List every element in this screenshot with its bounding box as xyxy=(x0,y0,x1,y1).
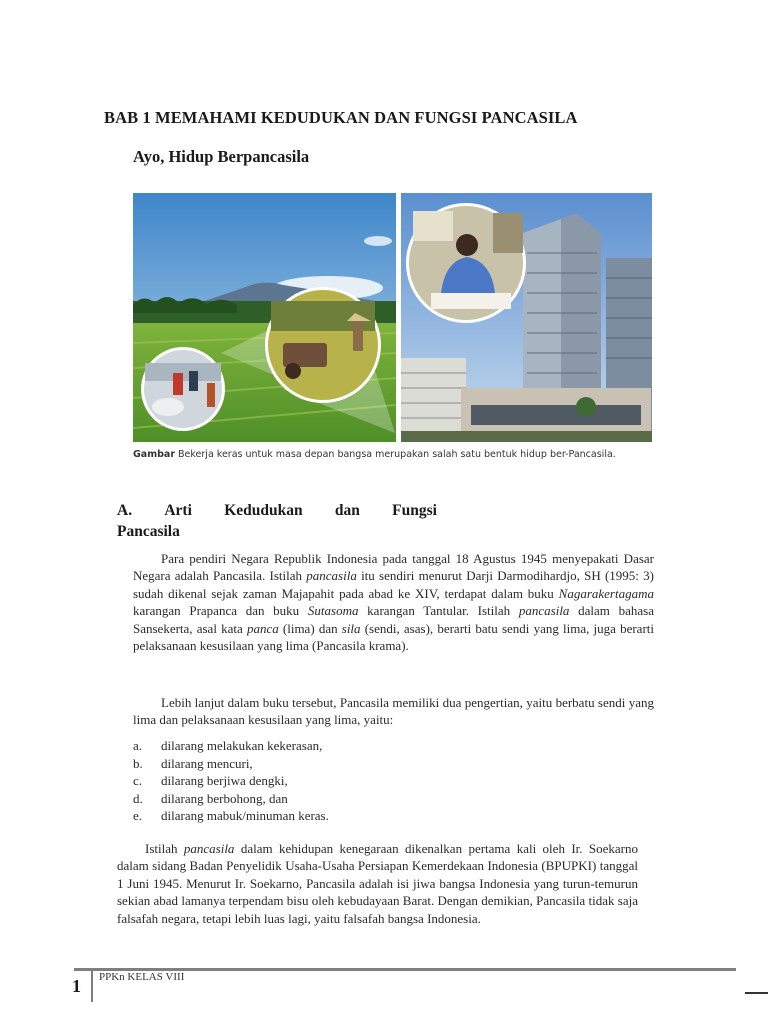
list-marker: b. xyxy=(133,755,143,771)
list-marker: c. xyxy=(133,773,143,788)
section-word: dan xyxy=(334,502,360,519)
text-run: dalam kehidupan kenegaraan dikenalkan pertama kali oleh Ir. Soekarno dalam sidang Badan Penyelidik Usaha-Usaha Persiapan Kemerdekaan Indonesia (BPUPKI) tanggal 1 Juni 1945. Menurut Ir. Soekarno, Pancasila adalah isi jiwa bangsa Indonesia yang turun-temurun sekian abad lamanya terpendam bisu oleh kebudayaan Barat. Dengan demikian, Pancasila tidak saja falsafah negara, tetapi lebih luas lagi, yaitu falsafah bangsa Indonesia. xyxy=(117,841,638,926)
section-word: Fungsi xyxy=(392,502,437,519)
figure-caption xyxy=(133,447,653,463)
footer-course-label: PPKn KELAS VIII xyxy=(99,971,185,983)
paragraph-soekarno xyxy=(117,840,638,927)
paragraph-pengertian: Lebih lanjut dalam buku tersebut, Pancasila memiliki dua pengertian, yaitu berbatu sendi yang lima dan pelaksanaan kesusilaan yang lima, yaitu: xyxy=(133,695,654,728)
italic-term: Nagarakertagama xyxy=(558,585,654,601)
list-item xyxy=(133,790,653,808)
text-run: (sendi, asas), berarti batu sendi yang lima, juga berarti pelaksanaan kesusilaan yang lima (Pancasila krama). xyxy=(133,620,654,654)
caption-text: Bekerja keras untuk masa depan bangsa merupakan salah satu bentuk hidup ber-Pancasila. xyxy=(175,449,616,460)
prohibition-list xyxy=(133,737,653,825)
footer-vertical-divider xyxy=(91,970,93,1002)
text-run: itu sendiri menurut Darji Darmodihardjo, SH (1995: 3) sudah dikenal sejak zaman Majapahit pada abad ke XIV, terdapat dalam buku xyxy=(133,568,654,601)
list-marker: a. xyxy=(133,738,143,753)
section-word: Arti xyxy=(164,502,192,519)
text-run: (lima) dan xyxy=(278,620,342,636)
italic-term: sila xyxy=(341,620,361,636)
text-run: Istilah xyxy=(145,841,184,856)
list-item xyxy=(133,755,653,773)
list-text: dilarang mabuk/minuman keras. xyxy=(161,808,329,823)
italic-term: pancasila xyxy=(518,603,570,619)
section-word: Kedudukan xyxy=(224,502,303,519)
text-run: karangan Tantular. Istilah xyxy=(358,603,519,619)
corner-mark xyxy=(745,992,768,994)
paragraph-arti-pancasila xyxy=(133,550,654,654)
list-item xyxy=(133,737,653,755)
farming-photo xyxy=(133,193,396,442)
italic-term: Sutasoma xyxy=(307,603,359,619)
office-building-photo xyxy=(401,193,652,442)
section-number: A. xyxy=(117,502,133,519)
text-run: karangan Prapanca dan buku xyxy=(133,603,308,619)
list-item xyxy=(133,807,653,825)
sub-title: Ayo, Hidup Berpancasila xyxy=(133,147,310,166)
list-text: dilarang berbohong, dan xyxy=(161,790,288,806)
list-text: dilarang berjiwa dengki, xyxy=(161,773,288,788)
italic-term: pancasila xyxy=(306,568,357,584)
list-marker: d. xyxy=(133,790,143,806)
page-number: 1 xyxy=(72,976,81,996)
italic-term: panca xyxy=(246,620,279,636)
list-marker: e. xyxy=(133,808,143,823)
list-text: dilarang melakukan kekerasan, xyxy=(161,738,323,753)
chapter-title: BAB 1 MEMAHAMI KEDUDUKAN DAN FUNGSI PANCASILA xyxy=(104,108,578,127)
section-heading xyxy=(117,500,437,542)
text-run: dalam bahasa Sansekerta, asal kata xyxy=(133,603,654,636)
list-text: dilarang mencuri, xyxy=(161,755,253,771)
section-heading-line2: Pancasila xyxy=(117,523,180,540)
list-item xyxy=(133,772,653,790)
text-run: Para pendiri Negara Republik Indonesia pada tanggal 18 Agustus 1945 menyepakati Dasar Negara adalah Pancasila. Istilah xyxy=(133,551,654,584)
italic-term: pancasila xyxy=(183,841,235,856)
caption-label: Gambar xyxy=(133,449,176,460)
